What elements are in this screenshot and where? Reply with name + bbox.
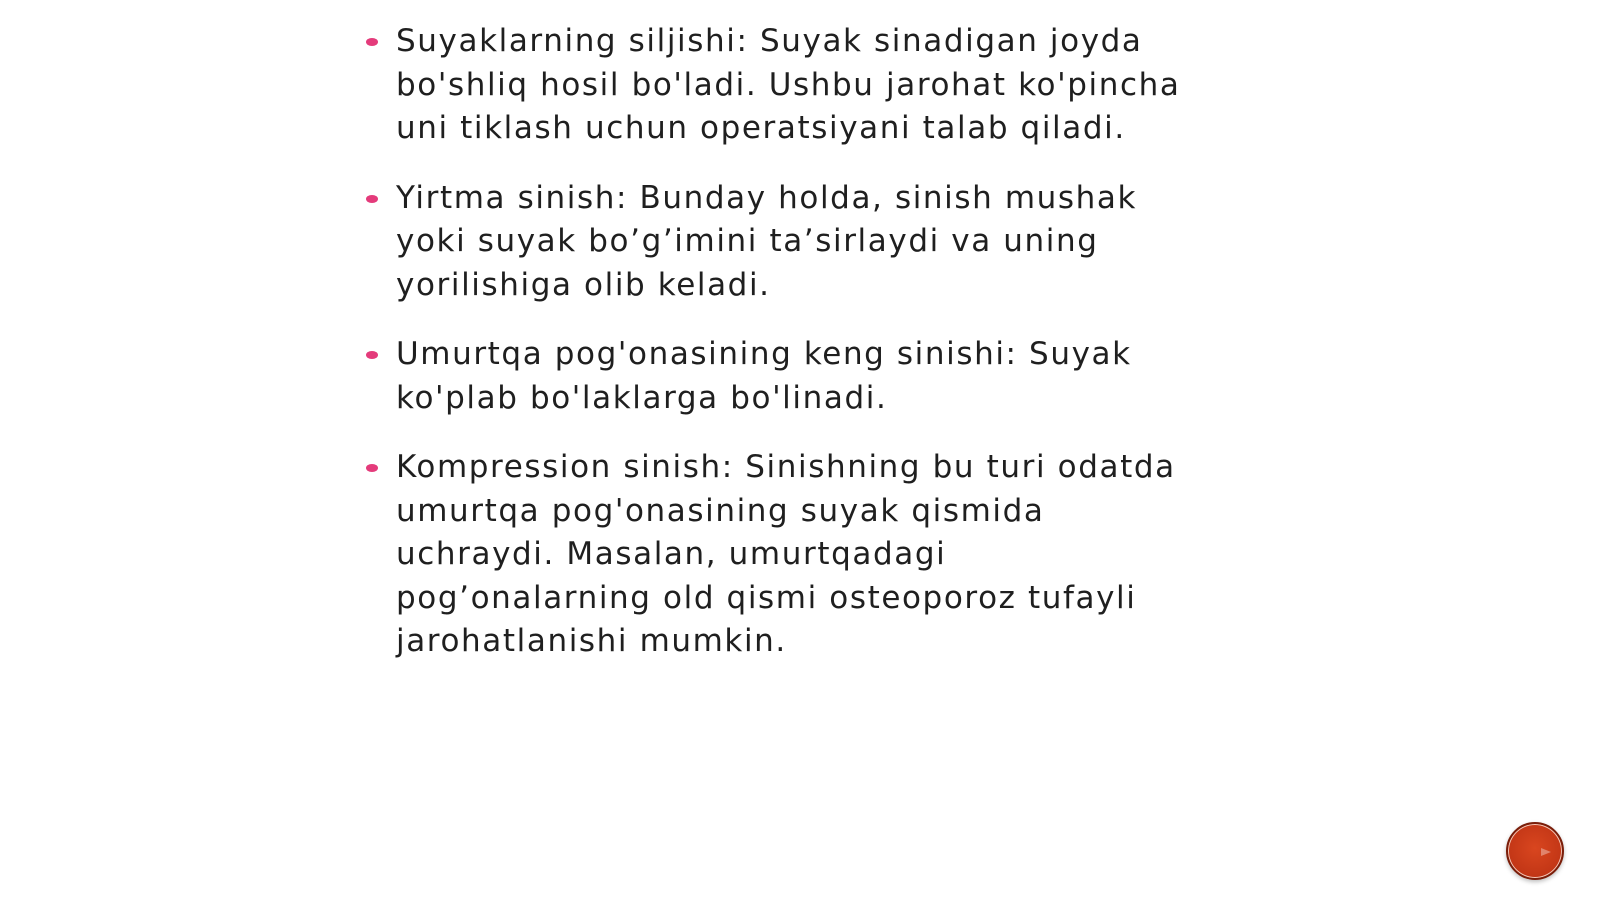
bullet-text: Yirtma sinish: Bunday holda, sinish mushak yoki suyak bo’g’imini ta’sirlaydi va uning yorilishiga olib keladi. [396,179,1138,303]
bullet-dot-icon [366,351,378,359]
bullet-text: Suyaklarning siljishi: Suyak sinadigan joyda bo'shliq hosil bo'ladi. Ushbu jarohat ko'pincha uni tiklash uchun operatsiyani talab qiladi. [396,23,1181,146]
list-item [362,177,1192,308]
list-item [362,446,1192,664]
list-item [362,20,1192,151]
list-item [362,333,1192,420]
bullet-dot-icon [366,195,378,203]
nav-arrow-icon [1541,848,1551,856]
slide-nav-button[interactable] [1506,822,1564,880]
bullet-list [362,20,1192,664]
bullet-text: Umurtqa pog'onasining keng sinishi: Suyak ko'plab bo'laklarga bo'linadi. [396,336,1132,416]
bullet-dot-icon [366,464,378,472]
bullet-text: Kompression sinish: Sinishning bu turi odatda umurtqa pog'onasining suyak qismida uchraydi. Masalan, umurtqadagi pog’onalarning old qismi osteoporoz tufayli jarohatlanishi mumkin. [396,449,1176,659]
bullet-dot-icon [366,38,378,46]
